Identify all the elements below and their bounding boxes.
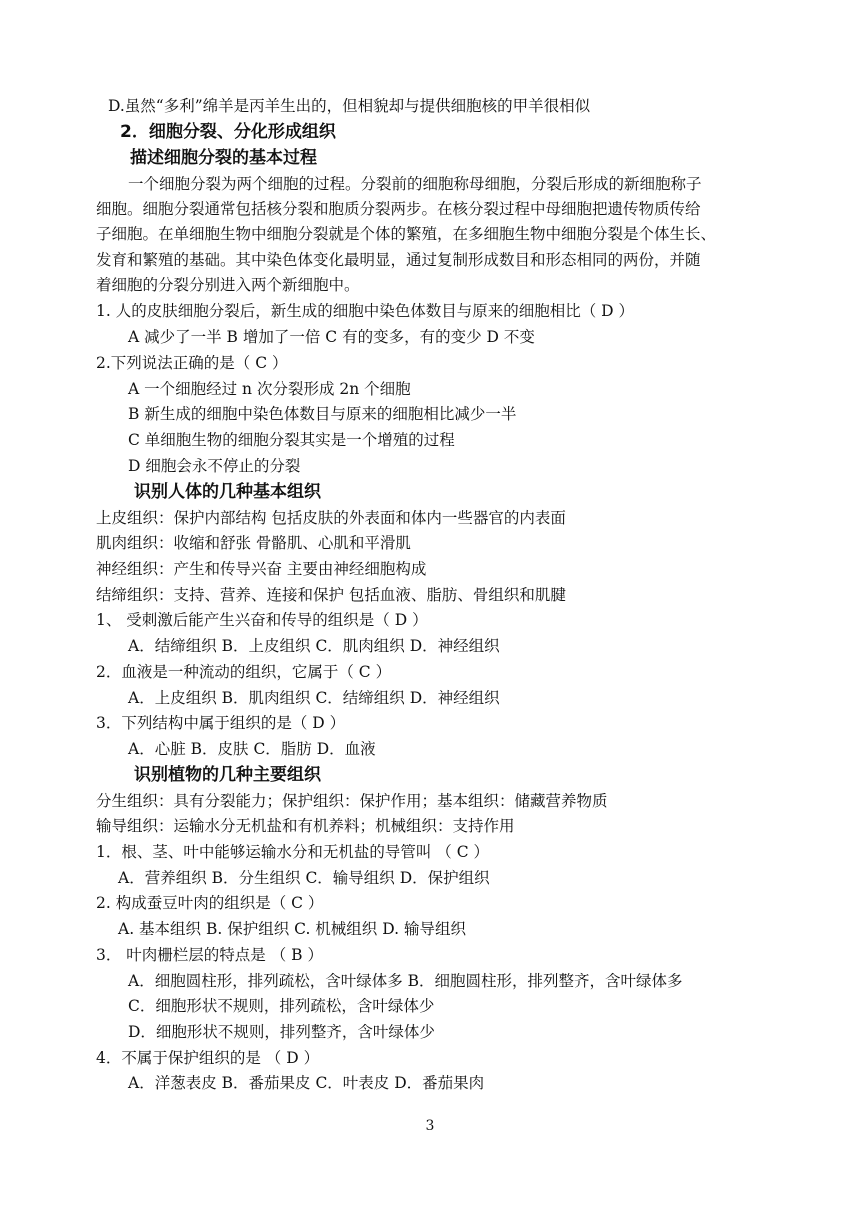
definition-line: 上皮组织：保护内部结构 包括皮肤的外表面和体内一些器官的内表面 [96, 509, 566, 527]
paragraph-line: 着细胞的分裂分别进入两个新细胞中。 [96, 276, 360, 294]
question: 2.下列说法正确的是（ C ） [96, 354, 288, 372]
question: 3． 叶肉栅栏层的特点是 （ B ） [96, 946, 323, 964]
question: 1、 受刺激后能产生兴奋和传导的组织是（ D ） [96, 611, 428, 629]
paragraph-line: 子细胞。在单细胞生物中细胞分裂就是个体的繁殖，在多细胞生物中细胞分裂是个体生长、 [96, 225, 717, 243]
question: 3．下列结构中属于组织的是（ D ） [96, 714, 346, 732]
option-line: C．细胞形状不规则，排列疏松，含叶绿体少 [128, 997, 435, 1015]
options-line: A．营养组织 B．分生组织 C．输导组织 D．保护组织 [118, 869, 490, 887]
page-number: 3 [425, 1118, 435, 1134]
definition-line: 输导组织：运输水分无机盐和有机养料；机械组织：支持作用 [96, 817, 515, 835]
paragraph-line: 发育和繁殖的基础。其中染色体变化最明显，通过复制形成数目和形态相同的两份，并随 [96, 251, 701, 269]
options-line: A. 基本组织 B. 保护组织 C. 机械组织 D. 输导组织 [118, 920, 466, 938]
options-line: A 减少了一半 B 增加了一倍 C 有的变多，有的变少 D 不变 [128, 328, 535, 346]
question: 1．根、茎、叶中能够运输水分和无机盐的导管叫 （ C ） [96, 843, 490, 861]
option-line: B 新生成的细胞中染色体数目与原来的细胞相比减少一半 [128, 405, 517, 423]
option-line: D 细胞会永不停止的分裂 [128, 457, 301, 475]
options-line: A．上皮组织 B．肌肉组织 C．结缔组织 D．神经组织 [128, 689, 500, 707]
option-line: A 一个细胞经过 n 次分裂形成 2n 个细胞 [128, 380, 411, 398]
options-line: A．洋葱表皮 B．番茄果皮 C．叶表皮 D．番茄果肉 [128, 1074, 485, 1092]
section-heading: 2．细胞分裂、分化形成组织 [120, 122, 336, 142]
options-line: A．心脏 B．皮肤 C．脂肪 D．血液 [128, 740, 376, 758]
subsection-heading: 描述细胞分裂的基本过程 [130, 148, 317, 168]
question: 2. 构成蚕豆叶肉的组织是（ C ） [96, 894, 324, 912]
option-line: D．细胞形状不规则，排列整齐，含叶绿体少 [128, 1023, 435, 1041]
definition-line: 结缔组织：支持、营养、连接和保护 包括血液、脂肪、骨组织和肌腱 [96, 586, 566, 604]
definition-line: 神经组织：产生和传导兴奋 主要由神经细胞构成 [96, 560, 427, 578]
definition-line: 分生组织：具有分裂能力；保护组织：保护作用；基本组织：储藏营养物质 [96, 792, 608, 810]
options-line: A．结缔组织 B．上皮组织 C．肌肉组织 D．神经组织 [128, 637, 500, 655]
question: 2．血液是一种流动的组织，它属于（ C ） [96, 663, 392, 681]
option-line: C 单细胞生物的细胞分裂其实是一个增殖的过程 [128, 431, 455, 449]
option-line: A．细胞圆柱形，排列疏松，含叶绿体多 B．细胞圆柱形，排列整齐，含叶绿体多 [128, 972, 683, 990]
question: 1. 人的皮肤细胞分裂后，新生成的细胞中染色体数目与原来的细胞相比（ D ） [96, 302, 634, 320]
definition-line: 肌肉组织：收缩和舒张 骨骼肌、心肌和平滑肌 [96, 534, 411, 552]
subsection-heading: 识别植物的几种主要组织 [134, 765, 321, 785]
question: 4．不属于保护组织的是 （ D ） [96, 1049, 320, 1067]
subsection-heading: 识别人体的几种基本组织 [134, 482, 321, 502]
paragraph-line: 细胞。细胞分裂通常包括核分裂和胞质分裂两步。在核分裂过程中母细胞把遗传物质传给 [96, 200, 701, 218]
paragraph-line: 一个细胞分裂为两个细胞的过程。分裂前的细胞称母细胞，分裂后形成的新细胞称子 [128, 175, 702, 193]
option-d-line: D.虽然“多利”绵羊是丙羊生出的，但相貌却与提供细胞核的甲羊很相似 [108, 97, 591, 115]
